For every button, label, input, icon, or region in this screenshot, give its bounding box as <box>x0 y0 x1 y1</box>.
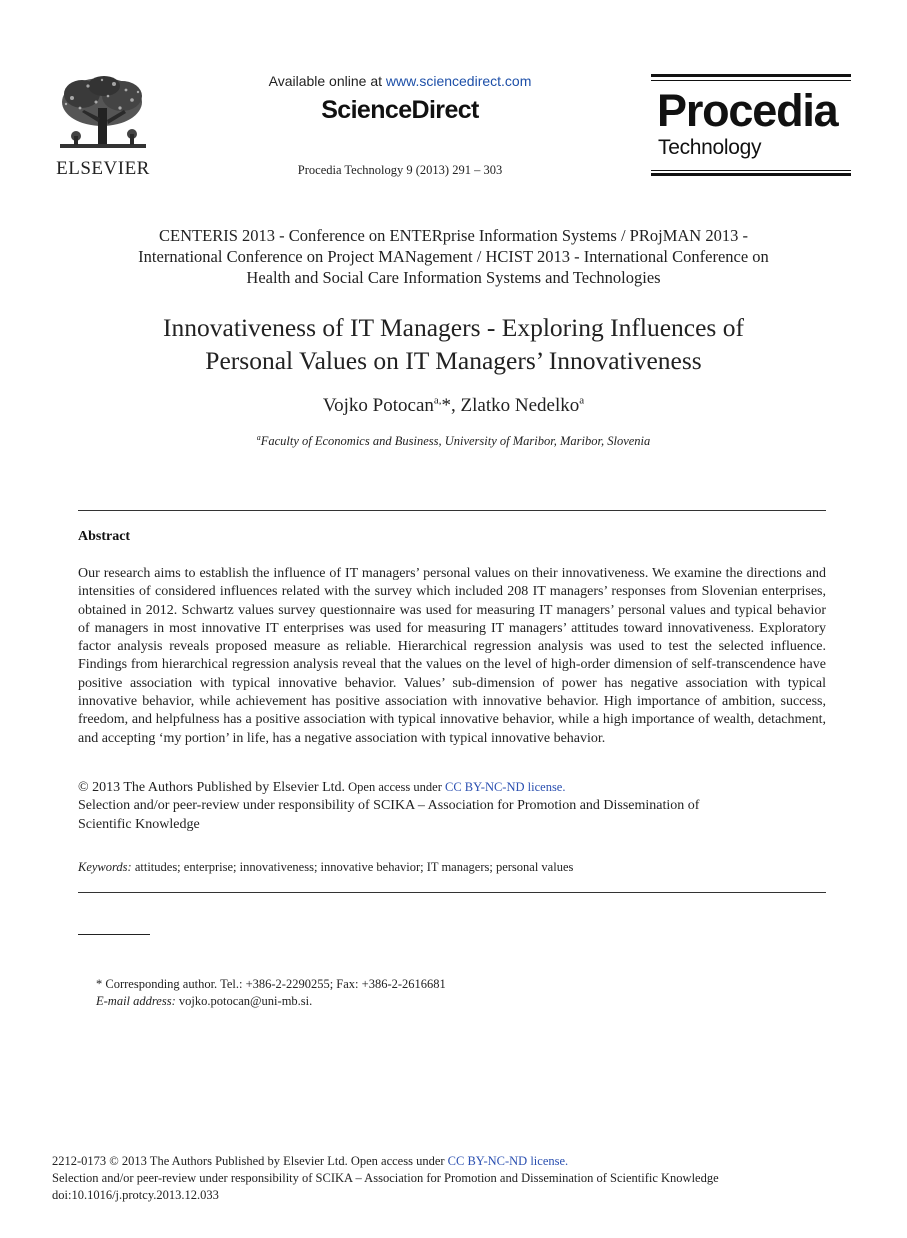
review-line: Scientific Knowledge <box>78 816 200 832</box>
copyright-block <box>78 778 826 834</box>
review-line: Selection and/or peer-review under responsibility of SCIKA – Association for Promotion and Dissemination of Scientific Knowledge <box>52 1171 719 1185</box>
keywords-list: attitudes; enterprise; innovativeness; innovative behavior; IT managers; personal values <box>134 860 574 874</box>
email-address[interactable]: vojko.potocan@uni-mb.si. <box>175 994 313 1008</box>
publication-meta <box>52 1153 852 1204</box>
elsevier-tree-icon <box>52 72 154 156</box>
title-line: Personal Values on IT Managers’ Innovativeness <box>205 346 702 375</box>
conference-line: International Conference on Project MANagement / HCIST 2013 - International Conference on <box>138 247 769 266</box>
publisher-name: ELSEVIER <box>56 158 150 179</box>
footnote-rule <box>78 934 150 935</box>
procedia-logo <box>651 74 851 178</box>
available-online <box>230 73 570 89</box>
elsevier-logo <box>52 72 154 180</box>
sciencedirect-link[interactable]: www.sciencedirect.com <box>385 73 532 89</box>
logo-rule-top-thin <box>651 80 851 81</box>
conference-name <box>60 225 847 288</box>
logo-rule-bottom <box>651 173 851 176</box>
copyright-text: © 2013 The Authors Published by Elsevier Ltd. <box>78 780 346 795</box>
affiliation-mark: a, <box>433 394 442 407</box>
abstract-body: Our research aims to establish the influence of IT managers’ personal values on their innovativeness. We examine the directions and intensities of considered influences related with the survey which included 208 IT managers’ responses from Slovenian enterprises, obtained in 2012. Schwartz values survey questionnaire was used for measuring IT managers’ personal values and typical behavior of managers in most innovative IT enterprises was used for measuring IT managers’ attitudes toward innovativeness. Exploratory factor analysis reveals proposed measure as reliable. Hierarchical regression analysis was used to test the selected influence. Findings from hierarchical regression analysis reveal that the values on the level of high-order dimension of self-transcendence have positive association with typical innovative behavior. Values’ sub-dimension of power has negative association with typical innovative behavior, while achievement has positive association with innovative behavior. High importance of ambition, success, freedom, and helpfulness has a positive association with typical innovative behavior, while a high importance of wealth, detachment, and accepting ‘my portion’ in life, has a negative association with typical innovative behavior. <box>78 566 826 746</box>
corresponding-author: * Corresponding author. Tel.: +386-2-2290255; Fax: +386-2-2616681 <box>96 977 446 991</box>
title-line: Innovativeness of IT Managers - Exploring Influences of <box>163 313 744 342</box>
author-name: Vojko Potocan <box>322 395 434 416</box>
author-separator: , <box>451 395 461 416</box>
footnote <box>96 976 796 1010</box>
sciencedirect-logo: ScienceDirect <box>321 96 479 124</box>
conference-line: CENTERIS 2013 - Conference on ENTERprise Information Systems / PRojMAN 2013 - <box>159 226 748 245</box>
procedia-logo-title: Procedia <box>657 85 838 136</box>
journal-reference: Procedia Technology 9 (2013) 291 – 303 <box>297 163 503 177</box>
issn-text: 2212-0173 © 2013 The Authors Published by Elsevier Ltd. Open access under <box>52 1154 448 1168</box>
email-line <box>96 993 796 1010</box>
email-label: E-mail address: <box>96 994 176 1008</box>
author-list <box>60 395 847 417</box>
affiliation-mark: a <box>579 394 585 407</box>
section-divider <box>78 892 826 893</box>
affiliation-text: Faculty of Economics and Business, University of Maribor, Maribor, Slovenia <box>260 434 651 448</box>
license-link[interactable]: CC BY-NC-ND license. <box>447 1154 569 1168</box>
keywords <box>78 860 826 875</box>
logo-rule-top <box>651 74 851 77</box>
author-name: Zlatko Nedelko <box>460 395 580 416</box>
keywords-label: Keywords: <box>78 860 132 874</box>
affiliation-mark: a <box>256 432 261 442</box>
doi[interactable]: doi:10.1016/j.protcy.2013.12.033 <box>52 1188 219 1202</box>
abstract-heading: Abstract <box>78 529 131 544</box>
procedia-logo-subtitle: Technology <box>658 136 762 159</box>
open-access-text: Open access under <box>345 780 445 794</box>
conference-line: Health and Social Care Information Systems and Technologies <box>246 268 661 287</box>
corresponding-star: * <box>441 395 452 416</box>
section-divider <box>78 510 826 511</box>
license-link[interactable]: CC BY-NC-ND license. <box>445 780 566 794</box>
available-prefix: Available online at <box>268 73 386 89</box>
copyright-line <box>78 778 826 797</box>
paper-title <box>60 311 847 377</box>
logo-rule-bottom-thin <box>651 170 851 171</box>
review-line: Selection and/or peer-review under responsibility of SCIKA – Association for Promotion and Dissemination of <box>78 798 700 814</box>
affiliation <box>60 434 847 449</box>
issn-line <box>52 1153 852 1170</box>
